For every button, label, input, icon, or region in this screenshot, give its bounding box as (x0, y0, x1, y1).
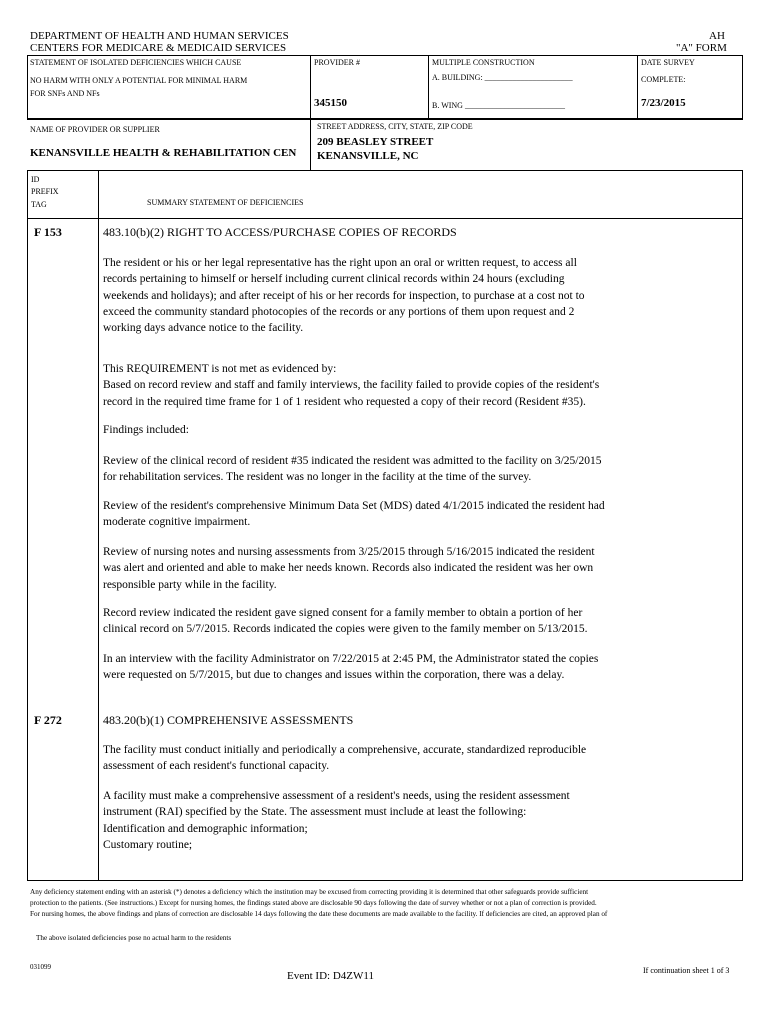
form-name: "A" FORM (676, 42, 727, 54)
department-name: DEPARTMENT OF HEALTH AND HUMAN SERVICES (30, 30, 289, 42)
deficiency-paragraph: In an interview with the facility Administrator on 7/22/2015 at 2:45 PM, the Administrator stated the copies were requested on 5/7/2015, but due to changes and issues within the corporation, there was a delay. (103, 653, 599, 682)
address-label: STREET ADDRESS, CITY, STATE, ZIP CODE (317, 122, 473, 131)
isolated-deficiencies-note: The above isolated deficiencies pose no actual harm to the residents (36, 934, 232, 942)
deficiency-paragraph: The resident or his or her legal representative has the right upon an oral or written request, to access all records pertaining to himself or herself including current clinical records within 24 hours (excluding weekends and holidays); and after receipt of his or her records for inspection, to purchase at a cost not to exceed the community standard photocopies of the records or any portions of them upon request and 2 working days advance notice to the facility. (103, 257, 585, 335)
date-survey-label: DATE SURVEY (641, 58, 695, 67)
address-city: KENANSVILLE, NC (317, 150, 419, 162)
date-survey-value: 7/23/2015 (641, 97, 686, 109)
address-street: 209 BEASLEY STREET (317, 136, 434, 148)
disclosure-note: Any deficiency statement ending with an asterisk (*) denotes a deficiency which the institution may be excused from correcting providing it is determined that other safeguards provide sufficient protection to the patients. (See instructions.) Except for nursing homes, the findings stated above are disclosable 90 days following the date of survey whether or not a plan of correction is provided. For nursing homes, the above findings and plans of correction are disclosable 14 days following the date these documents are made available to the facility. If deficiencies are cited, an approved plan of (30, 888, 608, 918)
building-field: A. BUILDING: ______________________ (432, 73, 573, 82)
agency-name: CENTERS FOR MEDICARE & MEDICAID SERVICES (30, 42, 287, 54)
prefix-label: PREFIX (31, 187, 59, 196)
deficiency-paragraph: Record review indicated the resident gave signed consent for a family member to obtain a portion of her clinical record on 5/7/2015. Records indicated the copies were given to the family member on 5/13/2015. (103, 607, 588, 636)
wing-field: B. WING _________________________ (432, 101, 565, 110)
provider-number: 345150 (314, 97, 347, 109)
provider-name: KENANSVILLE HEALTH & REHABILITATION CEN (30, 147, 297, 159)
deficiency-title: 483.10(b)(2) RIGHT TO ACCESS/PURCHASE COPIES OF RECORDS (103, 225, 457, 239)
id-label: ID (31, 175, 40, 184)
statement-label: STATEMENT OF ISOLATED DEFICIENCIES WHICH CAUSE (30, 58, 242, 67)
deficiency-paragraph: A facility must make a comprehensive assessment of a resident's needs, using the resident assessment instrument (RAI) specified by the State. The assessment must include at least the following: Identification and demographic information; Customary routine; (103, 790, 570, 851)
multiple-construction-label: MULTIPLE CONSTRUCTION (432, 58, 535, 67)
form-number: 031099 (30, 963, 51, 971)
deficiency-tag: F 272 (34, 713, 62, 727)
deficiency-paragraph: Review of nursing notes and nursing assessments from 3/25/2015 through 5/16/2015 indicated the resident was alert and oriented and able to make her needs known. Records also indicated the resident was her own responsible party while in the facility. (103, 546, 595, 591)
deficiency-tag: F 153 (34, 225, 62, 239)
deficiency-paragraph: Review of the clinical record of resident #35 indicated the resident was admitted to the facility on 3/25/2015 for rehabilitation services. The resident was no longer in the facility at the time of the survey. (103, 455, 602, 484)
deficiency-paragraph: Findings included: (103, 424, 189, 436)
continuation-sheet: If continuation sheet 1 of 3 (643, 966, 730, 975)
deficiency-header-box (27, 170, 743, 219)
deficiency-paragraph: Review of the resident's comprehensive Minimum Data Set (MDS) dated 4/1/2015 indicated the resident had moderate cognitive impairment. (103, 500, 605, 529)
summary-label: SUMMARY STATEMENT OF DEFICIENCIES (147, 198, 304, 207)
harm-label-line1: NO HARM WITH ONLY A POTENTIAL FOR MINIMAL HARM (30, 76, 248, 85)
provider-name-label: NAME OF PROVIDER OR SUPPLIER (30, 125, 160, 134)
complete-label: COMPLETE: (641, 75, 686, 84)
provider-label: PROVIDER # (314, 58, 361, 67)
event-id: Event ID: D4ZW11 (287, 970, 374, 982)
deficiency-paragraph: The facility must conduct initially and periodically a comprehensive, accurate, standardized reproducible assessment of each resident's functional capacity. (103, 744, 587, 773)
harm-label-line2: FOR SNFs AND NFs (30, 89, 100, 98)
deficiency-paragraph: This REQUIREMENT is not met as evidenced by: Based on record review and staff and family interviews, the facility failed to provide copies of the resident's record in the required time frame for 1 of 1 resident who requested a copy of their record (Resident #35). (103, 363, 600, 408)
tag-label: TAG (31, 200, 47, 209)
form-code: AH (709, 30, 725, 42)
deficiency-title: 483.20(b)(1) COMPREHENSIVE ASSESSMENTS (103, 713, 354, 727)
